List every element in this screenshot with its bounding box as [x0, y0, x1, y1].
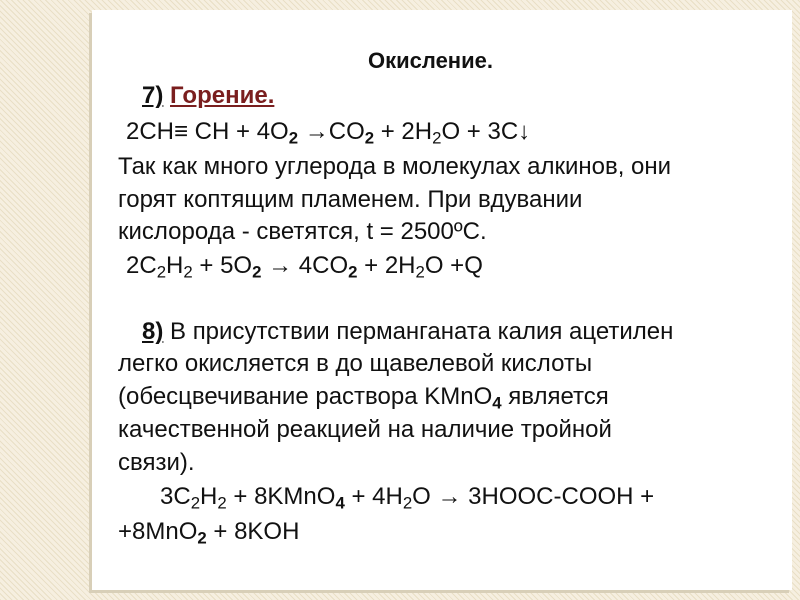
equation-combustion-1: 2CH≡ CH + $4O_2 \to CO_2 + 2H_2O$ + 3C↓	[126, 118, 531, 148]
section-8-text: В присутствии перманганата калия ацетилен	[163, 318, 674, 345]
section-7-heading	[142, 82, 274, 110]
slide-title: Окисление.	[368, 48, 493, 73]
paragraph-2-line-1: легко окисляется в до щавелевой кислоты	[118, 350, 593, 377]
paragraph-1-line-3: кислорода - светятся, t = 2500ºC.	[118, 218, 487, 245]
section-7-number: 7)	[142, 82, 164, 109]
paragraph-2-line-3: качественной реакцией на наличие тройной	[118, 416, 612, 443]
paragraph-2-line-2: (обесцвечивание раствора KMnO$_4$ является	[118, 383, 609, 413]
section-8-heading	[142, 318, 673, 346]
equation-combustion-2: $2C_2H_2 + 5O_2 \to 4CO_2 + 2H_2O +Q$	[126, 252, 483, 282]
section-7-name: Горение.	[170, 82, 275, 109]
equation-oxidation-2: +8MnO$_2$ + 8KOH	[118, 518, 300, 548]
section-8-number: 8)	[142, 318, 164, 345]
paragraph-2-line-4: связи).	[118, 449, 195, 476]
paragraph-1-line-2: горят коптящим пламенем. При вдувании	[118, 186, 583, 213]
equation-oxidation-1: $3C_2H_2$ + 8KMnO$_4$ + $4H_2O$ → 3HOOC-COOH +	[160, 483, 655, 513]
paragraph-1-line-1: Так как много углерода в молекулах алкинов, они	[118, 153, 672, 180]
